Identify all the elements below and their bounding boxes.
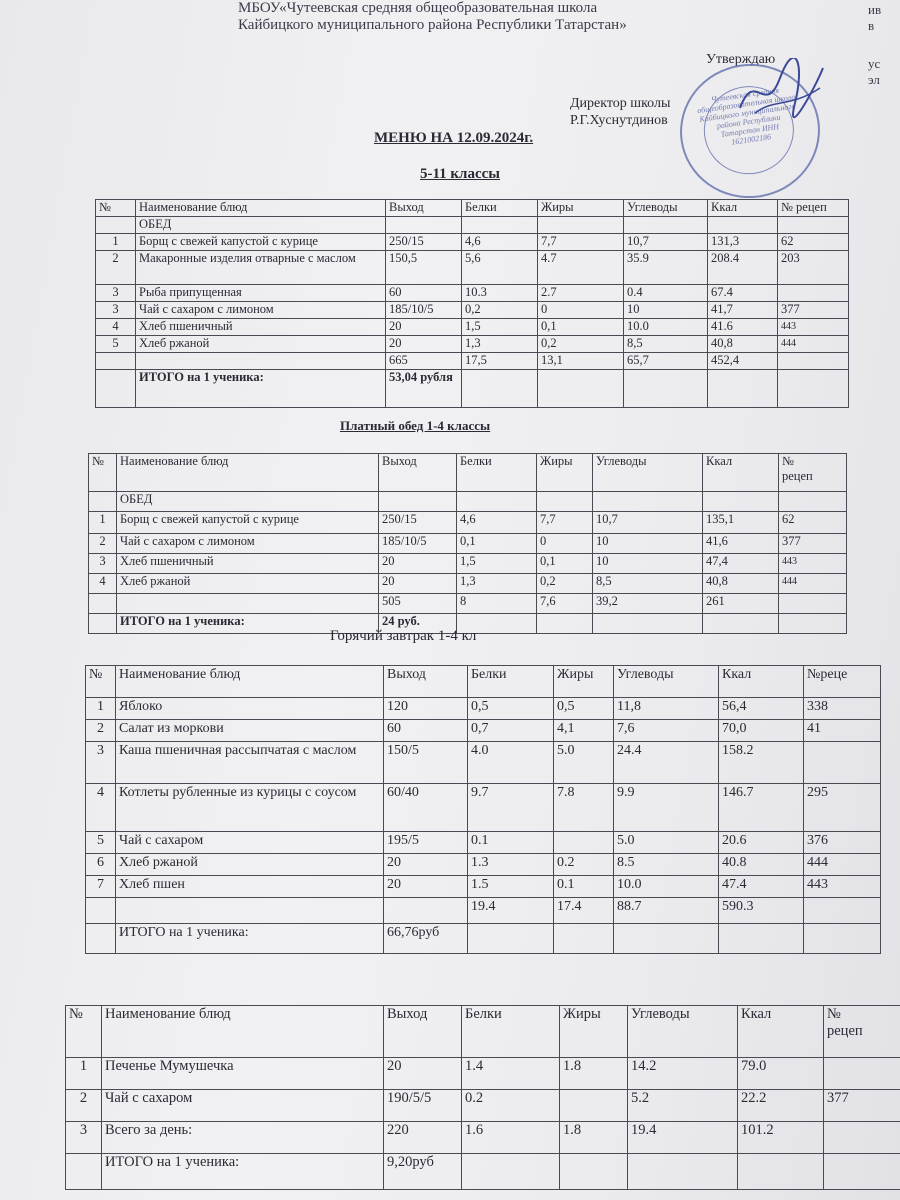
table-row: [96, 336, 849, 353]
table-cell: 185/10/5: [386, 302, 462, 319]
table-cell: 1: [66, 1058, 102, 1090]
table-cell: 0,1: [457, 534, 537, 554]
table-row: [86, 720, 881, 742]
director-block: [570, 95, 670, 129]
table-header-row: № Наименование блюд Выход Белки Жиры Углеводы Ккал № рецеп: [96, 200, 849, 217]
table-cell: 4: [96, 319, 136, 336]
table-cell: 35.9: [624, 251, 708, 285]
table-cell: 24.4: [614, 742, 719, 784]
table-cell: 0.1: [468, 832, 554, 854]
table-cell: [779, 492, 847, 512]
table-cell: [379, 492, 457, 512]
table-cell: 3: [86, 742, 116, 784]
table-cell: 1,5: [457, 554, 537, 574]
table-cell: 4: [89, 574, 117, 594]
table-cell: 20: [384, 854, 468, 876]
table-cell: 1: [89, 512, 117, 534]
total-value: 24 руб.: [379, 614, 457, 634]
table-cell: 2: [89, 534, 117, 554]
table-cell: Борщ с свежей капустой с курице: [117, 512, 379, 534]
table-cell: [554, 832, 614, 854]
table-cell: 0,7: [468, 720, 554, 742]
table-cell: 62: [778, 234, 849, 251]
total-label: ИТОГО на 1 ученика:: [117, 614, 379, 634]
table-row: [89, 492, 847, 512]
cut-off-side-text: ив в ус эл: [868, 2, 882, 87]
table-cell: 443: [779, 554, 847, 574]
table-header-row: № Наименование блюд Выход Белки Жиры Углеводы Ккал № рецеп: [66, 1006, 900, 1058]
table-row: [86, 832, 881, 854]
table-cell: 40,8: [703, 574, 779, 594]
table-cell: 2.7: [538, 285, 624, 302]
table-cell: Салат из моркови: [116, 720, 384, 742]
hot-breakfast-title: Горячий завтрак 1-4 кл: [330, 628, 477, 644]
table-cell: Каша пшеничная рассыпчатая с маслом: [116, 742, 384, 784]
school-name-line1: МБОУ«Чутеевская средняя общеобразовательная школа: [238, 0, 598, 16]
table-cell: 10: [593, 554, 703, 574]
table-cell: 444: [778, 336, 849, 353]
table-cell: [386, 217, 462, 234]
table-cell: 2: [86, 720, 116, 742]
table-cell: [96, 353, 136, 370]
table-row: [86, 742, 881, 784]
table-cell: [384, 898, 468, 924]
table-cell: 8.5: [614, 854, 719, 876]
table-cell: [593, 492, 703, 512]
table-cell: 41,6: [703, 534, 779, 554]
table-cell: 19.4: [628, 1122, 738, 1154]
table-row: [89, 554, 847, 574]
table-cell: 1: [96, 234, 136, 251]
table-cell: 0: [537, 534, 593, 554]
table-row: [96, 353, 849, 370]
table-cell: 5.0: [554, 742, 614, 784]
total-label: ИТОГО на 1 ученика:: [136, 370, 386, 408]
table-cell: [824, 1058, 900, 1090]
table-cell: 1,3: [462, 336, 538, 353]
table-cell: [804, 742, 881, 784]
table-cell: ОБЕД: [136, 217, 386, 234]
table-cell: 590.3: [719, 898, 804, 924]
table-cell: 0,1: [537, 554, 593, 574]
table-cell: 190/5/5: [384, 1090, 462, 1122]
table-cell: Печенье Мумушечка: [102, 1058, 384, 1090]
table-cell: [624, 217, 708, 234]
table-cell: 0: [538, 302, 624, 319]
table-cell: 20: [379, 574, 457, 594]
table-cell: 0,2: [538, 336, 624, 353]
table-cell: 0,2: [462, 302, 538, 319]
table-cell: 338: [804, 698, 881, 720]
table-cell: [136, 353, 386, 370]
total-row: [96, 370, 849, 408]
table-cell: 10,7: [593, 512, 703, 534]
table-cell: 131,3: [708, 234, 778, 251]
table-cell: 8,5: [593, 574, 703, 594]
table-cell: Хлеб ржаной: [136, 336, 386, 353]
table-cell: 250/15: [379, 512, 457, 534]
table-cell: 10,7: [624, 234, 708, 251]
school-name-line2: Кайбицкого муниципального района Республики Татарстан»: [238, 17, 627, 33]
table-cell: [824, 1122, 900, 1154]
table-cell: [457, 492, 537, 512]
table-cell: 9.9: [614, 784, 719, 832]
table-cell: 376: [804, 832, 881, 854]
table-cell: 3: [96, 285, 136, 302]
total-row: [66, 1154, 900, 1190]
table-cell: 1.8: [560, 1058, 628, 1090]
table-cell: 4.0: [468, 742, 554, 784]
table-cell: 261: [703, 594, 779, 614]
table-cell: 1.4: [462, 1058, 560, 1090]
table-cell: 158.2: [719, 742, 804, 784]
table-cell: 8: [457, 594, 537, 614]
table-cell: 39,2: [593, 594, 703, 614]
table-cell: 5.2: [628, 1090, 738, 1122]
director-name: Р.Г.Хуснутдинов: [570, 113, 668, 128]
table-cell: 1.3: [468, 854, 554, 876]
table-cell: 250/15: [386, 234, 462, 251]
table-cell: [779, 594, 847, 614]
table-cell: 444: [804, 854, 881, 876]
table-cell: [89, 594, 117, 614]
table-cell: Макаронные изделия отварные с маслом: [136, 251, 386, 285]
table-cell: 79.0: [738, 1058, 824, 1090]
table-cell: 101.2: [738, 1122, 824, 1154]
table-cell: Хлеб ржаной: [116, 854, 384, 876]
table-cell: 377: [824, 1090, 900, 1122]
table-cell: 2: [66, 1090, 102, 1122]
table-cell: 14.2: [628, 1058, 738, 1090]
table-cell: 10.0: [614, 876, 719, 898]
table-cell: Котлеты рубленные из курицы с соусом: [116, 784, 384, 832]
total-value: 66,76руб: [384, 924, 468, 954]
table-cell: 208.4: [708, 251, 778, 285]
table-row: [66, 1058, 900, 1090]
approval-label: Утверждаю: [706, 52, 776, 67]
table-cell: 4: [86, 784, 116, 832]
table-cell: 4,1: [554, 720, 614, 742]
table-cell: 60: [386, 285, 462, 302]
table-cell: [86, 898, 116, 924]
table-cell: 20: [384, 1058, 462, 1090]
table-cell: 185/10/5: [379, 534, 457, 554]
menu-table-5-11: [95, 199, 849, 408]
table-row: [96, 319, 849, 336]
table-row: [66, 1090, 900, 1122]
table-cell: 41,7: [708, 302, 778, 319]
table-row: [89, 534, 847, 554]
table-cell: 10.0: [624, 319, 708, 336]
table-cell: 203: [778, 251, 849, 285]
table-cell: 0,5: [468, 698, 554, 720]
menu-table-hot-breakfast: [85, 665, 881, 954]
table-cell: 1,3: [457, 574, 537, 594]
table-row: [89, 512, 847, 534]
table-cell: 4.7: [538, 251, 624, 285]
table-cell: 0.2: [554, 854, 614, 876]
table-cell: [703, 492, 779, 512]
table-cell: 20: [386, 336, 462, 353]
table-cell: 60: [384, 720, 468, 742]
table-cell: 7.8: [554, 784, 614, 832]
table-cell: 5: [96, 336, 136, 353]
table-cell: [96, 217, 136, 234]
table-cell: 88.7: [614, 898, 719, 924]
table-cell: 150,5: [386, 251, 462, 285]
table-cell: 5.0: [614, 832, 719, 854]
table-cell: [560, 1090, 628, 1122]
table-cell: 20: [384, 876, 468, 898]
table-cell: Хлеб пшеничный: [136, 319, 386, 336]
table-cell: 452,4: [708, 353, 778, 370]
table-header-row: № Наименование блюд Выход Белки Жиры Углеводы Ккал №реце: [86, 666, 881, 698]
table-cell: [538, 217, 624, 234]
menu-table-snack: [65, 1005, 900, 1190]
table-cell: 10.3: [462, 285, 538, 302]
official-stamp: Чутеевская средняя общеобразовательная школа Кайбицкого муниципального района Республики Татарстан ИНН 1621002186: [671, 55, 828, 207]
table-cell: [462, 217, 538, 234]
table-cell: 4,6: [462, 234, 538, 251]
table-cell: 1.8: [560, 1122, 628, 1154]
table-cell: 120: [384, 698, 468, 720]
table-cell: 47.4: [719, 876, 804, 898]
table-cell: 1: [86, 698, 116, 720]
signature-icon: [735, 58, 825, 128]
table-row: [96, 234, 849, 251]
table-cell: [89, 492, 117, 512]
table-cell: 0,2: [537, 574, 593, 594]
table-row: [86, 854, 881, 876]
grades-subtitle: 5-11 классы: [420, 166, 501, 182]
table-cell: 70,0: [719, 720, 804, 742]
table-cell: 150/5: [384, 742, 468, 784]
table-cell: 3: [96, 302, 136, 319]
table-cell: [778, 353, 849, 370]
table-row: [96, 251, 849, 285]
total-label: ИТОГО на 1 ученика:: [102, 1154, 384, 1190]
table-cell: Хлеб ржаной: [117, 574, 379, 594]
table-cell: 56,4: [719, 698, 804, 720]
table-cell: Чай с сахаром: [116, 832, 384, 854]
table-cell: 7,7: [538, 234, 624, 251]
table-cell: 444: [779, 574, 847, 594]
table-row: [96, 217, 849, 234]
table-row: [89, 574, 847, 594]
table-cell: 10: [593, 534, 703, 554]
table-cell: 40.8: [719, 854, 804, 876]
table-cell: 13,1: [538, 353, 624, 370]
table-cell: 1.5: [468, 876, 554, 898]
table-cell: 220: [384, 1122, 462, 1154]
table-cell: 0.4: [624, 285, 708, 302]
menu-title: МЕНЮ НА 12.09.2024г.: [374, 130, 534, 146]
table-cell: 443: [804, 876, 881, 898]
table-cell: Чай с сахаром: [102, 1090, 384, 1122]
table-cell: 1,5: [462, 319, 538, 336]
table-cell: 3: [66, 1122, 102, 1154]
table-cell: 3: [89, 554, 117, 574]
table-cell: 20: [379, 554, 457, 574]
school-header: [238, 0, 627, 34]
total-value: 53,04 рубля: [386, 370, 462, 408]
table-row: [96, 302, 849, 319]
paid-lunch-title: Платный обед 1-4 классы: [340, 418, 491, 433]
table-cell: 17.4: [554, 898, 614, 924]
table-cell: 11,8: [614, 698, 719, 720]
table-cell: 41: [804, 720, 881, 742]
table-cell: 4,6: [457, 512, 537, 534]
table-row: [86, 698, 881, 720]
table-row: [66, 1122, 900, 1154]
table-cell: 0,5: [554, 698, 614, 720]
table-cell: 9.7: [468, 784, 554, 832]
table-row: [86, 876, 881, 898]
table-cell: 17,5: [462, 353, 538, 370]
table-cell: 19.4: [468, 898, 554, 924]
table-cell: 7,6: [537, 594, 593, 614]
table-cell: [117, 594, 379, 614]
table-cell: 377: [778, 302, 849, 319]
table-cell: Рыба припущенная: [136, 285, 386, 302]
table-cell: 67.4: [708, 285, 778, 302]
table-cell: Борщ с свежей капустой с курице: [136, 234, 386, 251]
table-cell: 5,6: [462, 251, 538, 285]
table-cell: 195/5: [384, 832, 468, 854]
table-cell: 135,1: [703, 512, 779, 534]
director-title: Директор школы: [570, 96, 671, 111]
table-cell: 0.1: [554, 876, 614, 898]
table-cell: [804, 898, 881, 924]
table-cell: 7: [86, 876, 116, 898]
table-cell: 5: [86, 832, 116, 854]
table-cell: [537, 492, 593, 512]
total-label: ИТОГО на 1 ученика:: [116, 924, 384, 954]
table-cell: 60/40: [384, 784, 468, 832]
table-cell: Чай с сахаром с лимоном: [136, 302, 386, 319]
table-cell: 22.2: [738, 1090, 824, 1122]
table-cell: 47,4: [703, 554, 779, 574]
table-cell: 0,1: [538, 319, 624, 336]
table-row: [96, 285, 849, 302]
table-cell: 1.6: [462, 1122, 560, 1154]
table-cell: 20: [386, 319, 462, 336]
table-cell: 295: [804, 784, 881, 832]
table-cell: Чай с сахаром с лимоном: [117, 534, 379, 554]
table-cell: 665: [386, 353, 462, 370]
table-cell: 62: [779, 512, 847, 534]
table-cell: 505: [379, 594, 457, 614]
table-cell: Хлеб пшеничный: [117, 554, 379, 574]
table-header-row: № Наименование блюд Выход Белки Жиры Углеводы Ккал № рецеп: [89, 454, 847, 492]
table-cell: [778, 217, 849, 234]
table-cell: 7,7: [537, 512, 593, 534]
table-cell: 65,7: [624, 353, 708, 370]
table-cell: 0.2: [462, 1090, 560, 1122]
menu-table-paid-lunch: [88, 453, 847, 634]
table-row: [86, 898, 881, 924]
table-cell: 8,5: [624, 336, 708, 353]
table-cell: 20.6: [719, 832, 804, 854]
table-cell: 2: [96, 251, 136, 285]
table-row: [86, 784, 881, 832]
table-cell: Хлеб пшен: [116, 876, 384, 898]
table-cell: 41.6: [708, 319, 778, 336]
table-cell: [778, 285, 849, 302]
table-cell: 6: [86, 854, 116, 876]
table-cell: 7,6: [614, 720, 719, 742]
table-cell: 40,8: [708, 336, 778, 353]
table-row: [89, 594, 847, 614]
table-cell: 146.7: [719, 784, 804, 832]
total-value: 9,20руб: [384, 1154, 462, 1190]
table-cell: 10: [624, 302, 708, 319]
table-cell: ОБЕД: [117, 492, 379, 512]
table-cell: 443: [778, 319, 849, 336]
total-row: [86, 924, 881, 954]
table-cell: [116, 898, 384, 924]
table-cell: Яблоко: [116, 698, 384, 720]
table-cell: 377: [779, 534, 847, 554]
table-cell: [708, 217, 778, 234]
table-cell: Всего за день:: [102, 1122, 384, 1154]
